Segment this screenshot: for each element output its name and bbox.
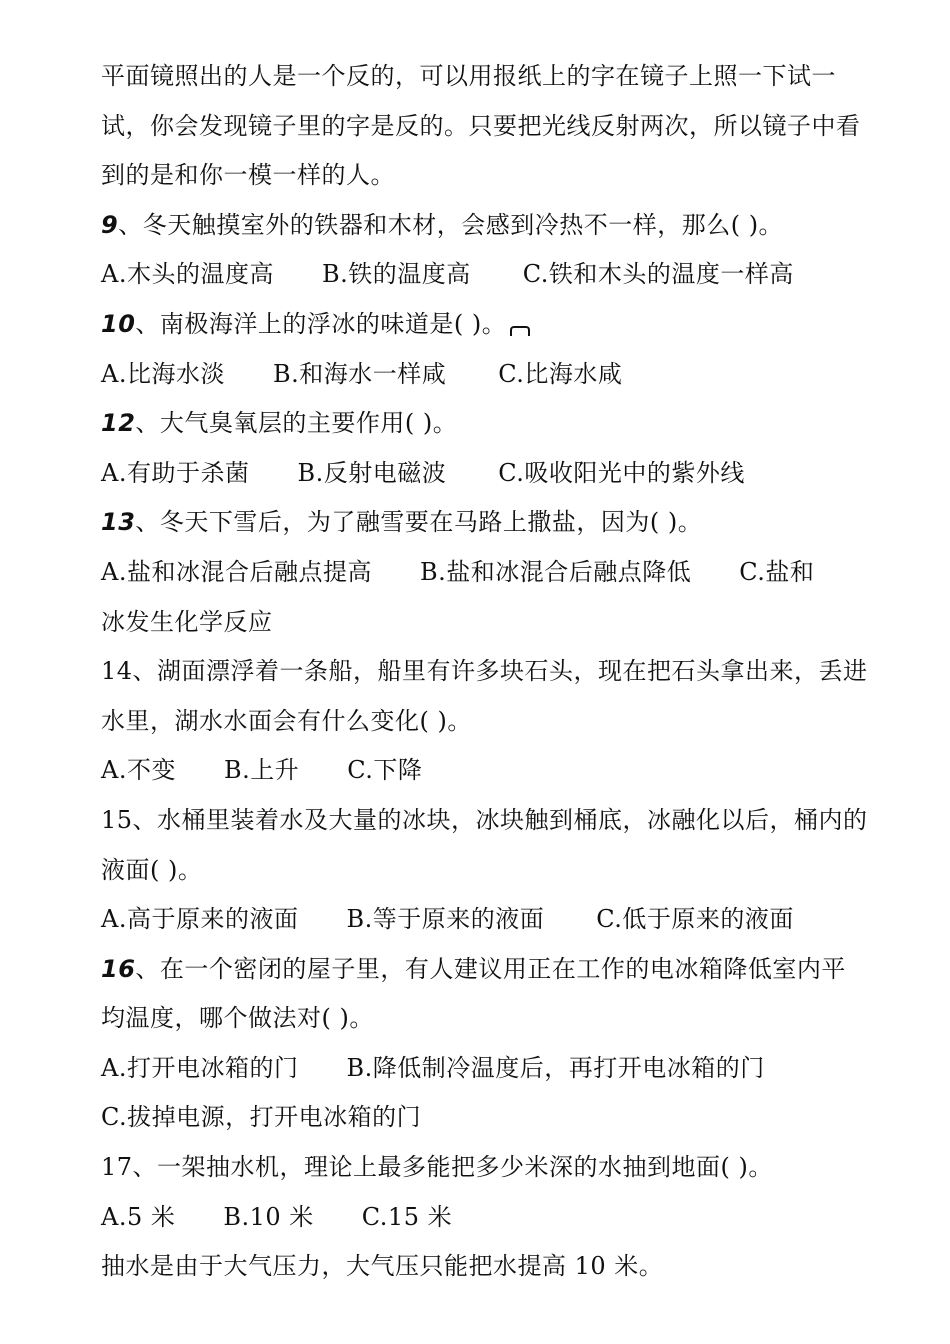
question-number: 13 bbox=[101, 508, 136, 537]
question-13-options bbox=[101, 548, 871, 598]
question-15-options bbox=[101, 895, 871, 945]
option-a: A.木头的温度高 bbox=[101, 260, 274, 289]
option-c: C.盐和 bbox=[739, 557, 815, 586]
option-b: B.上升 bbox=[223, 756, 300, 785]
question-10 bbox=[101, 300, 871, 350]
option-a: A.盐和冰混合后融点提高 bbox=[101, 557, 372, 586]
question-15-line-1: 15、水桶里装着水及大量的冰块，冰块触到桶底，冰融化以后，桶内的 bbox=[101, 805, 868, 834]
question-number: 9 bbox=[101, 210, 119, 239]
question-14-options bbox=[101, 746, 871, 796]
document-page bbox=[101, 52, 871, 1292]
question-13-continuation: 冰发生化学反应 bbox=[101, 607, 273, 636]
paragraph-line-2: 试，你会发现镜子里的字是反的。只要把光线反射两次，所以镜子中看 bbox=[101, 111, 861, 140]
option-c: C.低于原来的液面 bbox=[596, 905, 794, 934]
question-13 bbox=[101, 498, 871, 548]
question-text: 、在一个密闭的屋子里，有人建议用正在工作的电冰箱降低室内平 bbox=[135, 954, 846, 983]
question-10-options bbox=[101, 350, 871, 400]
question-16-line-2: 均温度，哪个做法对( )。 bbox=[101, 1004, 374, 1033]
paragraph-line-3: 到的是和你一模一样的人。 bbox=[101, 161, 395, 190]
question-16-option-c: C.拔掉电源，打开电冰箱的门 bbox=[101, 1103, 422, 1132]
question-17-line-1: 17、一架抽水机，理论上最多能把多少米深的水抽到地面( )。 bbox=[101, 1153, 773, 1182]
question-12-options bbox=[101, 449, 871, 499]
question-text: 、冬天下雪后，为了融雪要在马路上撒盐，因为( )。 bbox=[135, 508, 703, 537]
question-text: 、南极海洋上的浮冰的味道是( )。 bbox=[135, 309, 507, 338]
bracket-mark-icon bbox=[510, 326, 530, 336]
option-b: B.和海水一样咸 bbox=[272, 359, 447, 388]
question-number: 16 bbox=[101, 954, 136, 983]
question-15-line-2: 液面( )。 bbox=[101, 855, 203, 884]
question-number: 12 bbox=[101, 409, 136, 438]
option-a: A.5 米 bbox=[101, 1202, 176, 1231]
option-b: B.降低制冷温度后，再打开电冰箱的门 bbox=[346, 1053, 765, 1082]
question-16-options bbox=[101, 1044, 871, 1094]
question-text: 、冬天触摸室外的铁器和木材，会感到冷热不一样，那么( )。 bbox=[118, 210, 784, 239]
option-c: C.比海水咸 bbox=[498, 359, 623, 388]
option-b: B.铁的温度高 bbox=[321, 260, 471, 289]
question-9-options bbox=[101, 250, 871, 300]
option-b: B.等于原来的液面 bbox=[346, 905, 545, 934]
question-17-explanation: 抽水是由于大气压力，大气压只能把水提高 10 米。 bbox=[101, 1252, 664, 1281]
option-a: A.比海水淡 bbox=[101, 359, 225, 388]
question-14-line-2: 水里，湖水水面会有什么变化( )。 bbox=[101, 706, 472, 735]
question-text: 、大气臭氧层的主要作用( )。 bbox=[135, 409, 458, 438]
question-12 bbox=[101, 399, 871, 449]
option-c: C.15 米 bbox=[361, 1202, 453, 1231]
question-number: 10 bbox=[101, 309, 136, 338]
paragraph-line-1: 平面镜照出的人是一个反的，可以用报纸上的字在镜子上照一下试一 bbox=[101, 62, 836, 90]
option-c: C.吸收阳光中的紫外线 bbox=[498, 458, 745, 487]
option-c: C.下降 bbox=[347, 756, 423, 785]
question-14-line-1: 14、湖面漂浮着一条船，船里有许多块石头，现在把石头拿出来，丢进 bbox=[101, 657, 868, 686]
question-16 bbox=[101, 945, 871, 995]
option-b: B.10 米 bbox=[223, 1202, 314, 1231]
question-9 bbox=[101, 201, 871, 251]
option-a: A.不变 bbox=[101, 756, 176, 785]
option-c: C.铁和木头的温度一样高 bbox=[522, 260, 794, 289]
option-b: B.盐和冰混合后融点降低 bbox=[419, 557, 692, 586]
option-a: A.打开电冰箱的门 bbox=[101, 1053, 299, 1082]
option-b: B.反射电磁波 bbox=[297, 458, 447, 487]
option-a: A.高于原来的液面 bbox=[101, 905, 299, 934]
option-a: A.有助于杀菌 bbox=[101, 458, 250, 487]
question-17-options bbox=[101, 1193, 871, 1243]
